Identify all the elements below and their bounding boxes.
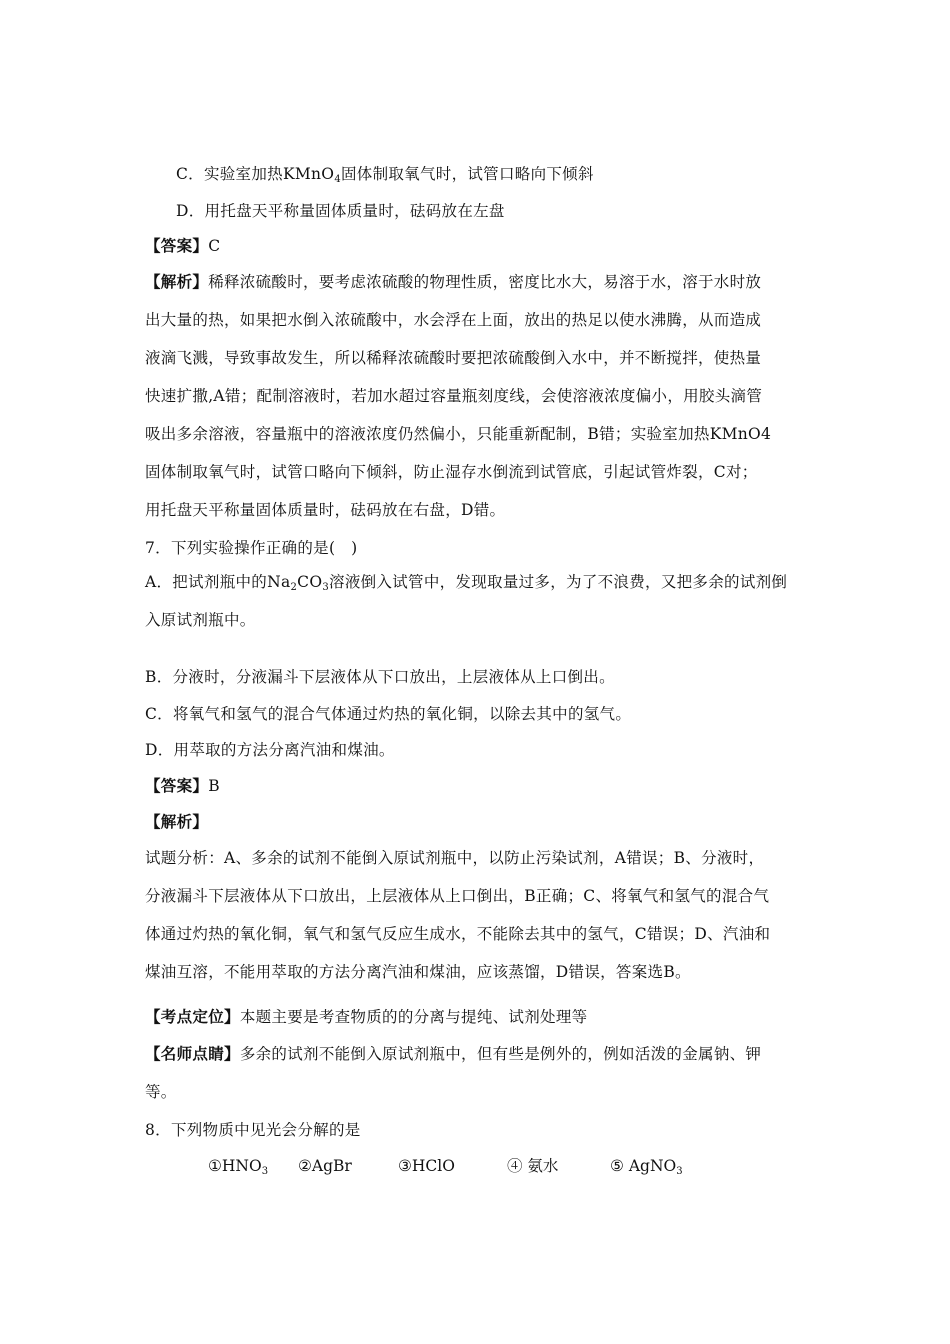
q6-analysis-line: 固体制取氧气时，试管口略向下倾斜，防止湿存水倒流到试管底，引起试管炸裂，C对；	[145, 463, 758, 481]
q8-option-4: ④ 氨水	[507, 1157, 559, 1175]
q6-analysis-line: 吸出多余溶液，容量瓶中的溶液浓度仍然偏小，只能重新配制，B错；实验室加热KMnO4	[145, 425, 772, 443]
q6-analysis-line: 液滴飞溅，导致事故发生，所以稀释浓硫酸时要把浓硫酸倒入水中，并不断搅拌，使热量	[145, 349, 762, 367]
q7-option-a: A．把试剂瓶中的$Na_2CO_3$溶液倒入试管中，发现取量过多，为了不浪费，又把多余的试剂倒	[145, 573, 788, 593]
q8-option-1: $①HNO_3$	[208, 1157, 269, 1177]
q7-kaodian: 【考点定位】本题主要是考查物质的的分离与提纯、试剂处理等	[145, 1007, 588, 1026]
q6-option-d: D．用托盘天平称量固体质量时，砝码放在左盘	[176, 202, 505, 220]
q6-analysis-line: 快速扩撒,A错；配制溶液时，若加水超过容量瓶刻度线，会使溶液浓度偏小，用胶头滴管	[145, 387, 763, 405]
q8-option-2: ②AgBr	[298, 1157, 352, 1175]
q7-analysis-heading: 【解析】	[145, 812, 209, 831]
q8-option-5: ⑤ AgNO$_3$	[610, 1157, 683, 1177]
q7-analysis-line: 体通过灼热的氧化铜，氧气和氢气反应生成水，不能除去其中的氢气，C错误；D、汽油和	[145, 925, 771, 943]
q7-option-b: B．分液时，分液漏斗下层液体从下口放出，上层液体从上口倒出。	[145, 668, 615, 686]
q7-analysis-line: 试题分析：A、多余的试剂不能倒入原试剂瓶中，以防止污染试剂，A错误；B、分液时，	[145, 849, 765, 867]
q7-analysis-line: 煤油互溶，不能用萃取的方法分离汽油和煤油，应该蒸馏，D错误，答案选B。	[145, 963, 691, 981]
q7-option-c: C．将氧气和氢气的混合气体通过灼热的氧化铜，以除去其中的氢气。	[145, 705, 632, 723]
q6-analysis-line: 出大量的热，如果把水倒入浓硫酸中，水会浮在上面，放出的热足以使水沸腾，从而造成	[145, 311, 762, 329]
q7-option-d: D．用萃取的方法分离汽油和煤油。	[145, 741, 395, 759]
q7-mingshi: 【名师点睛】多余的试剂不能倒入原试剂瓶中，但有些是例外的，例如活泼的金属钠、钾	[145, 1044, 762, 1063]
q8-option-3: ③HClO	[398, 1157, 455, 1175]
q6-option-c: C．实验室加热KMnO$_4$固体制取氧气时，试管口略向下倾斜	[176, 165, 594, 185]
q7-analysis-line: 分液漏斗下层液体从下口放出，上层液体从上口倒出，B正确；C、将氧气和氢气的混合气	[145, 887, 770, 905]
q7-stem: 7．下列实验操作正确的是( )	[145, 539, 358, 557]
q7-mingshi-continued: 等。	[145, 1083, 177, 1101]
q7-answer: 【答案】B	[145, 776, 220, 795]
q6-analysis-line: 【解析】稀释浓硫酸时，要考虑浓硫酸的物理性质，密度比水大，易溶于水，溶于水时放	[145, 272, 762, 291]
q7-option-a-continued: 入原试剂瓶中。	[145, 611, 256, 629]
q8-stem: 8．下列物质中见光会分解的是	[145, 1121, 361, 1139]
q6-analysis-line: 用托盘天平称量固体质量时，砝码放在右盘，D错。	[145, 501, 506, 519]
q6-answer: 【答案】C	[145, 236, 221, 255]
